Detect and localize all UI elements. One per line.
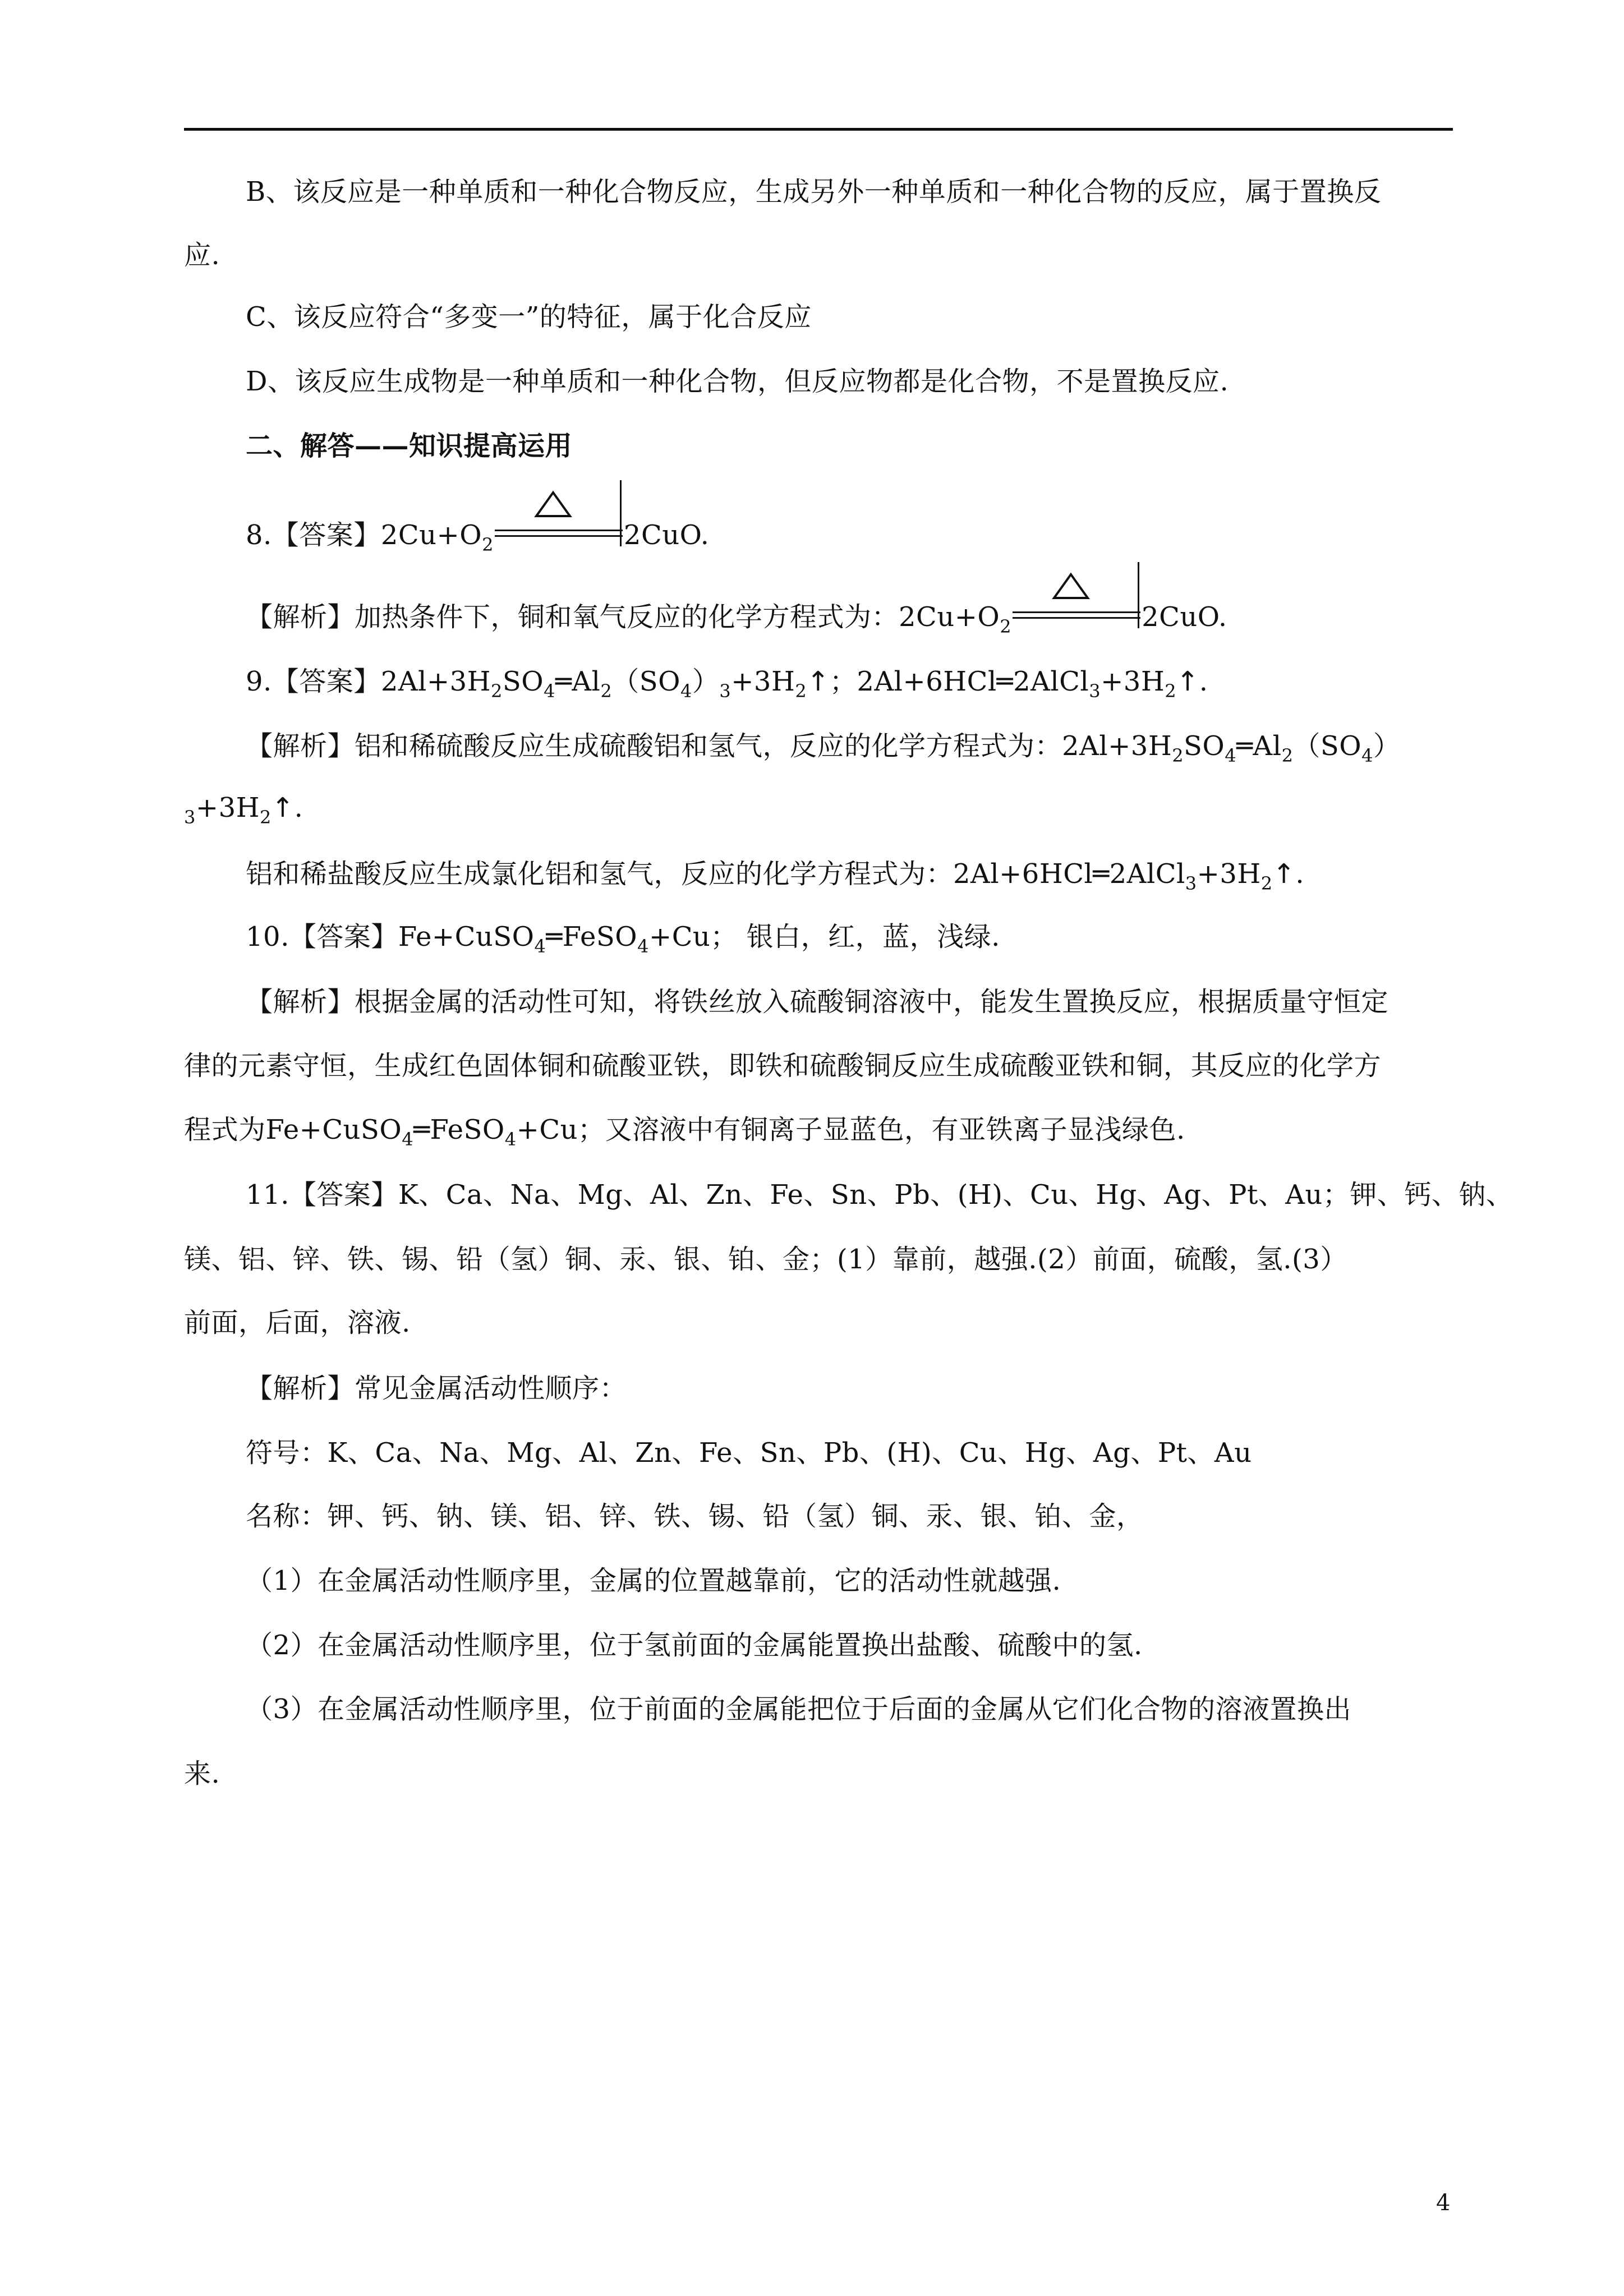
option-c-line: C、该反应符合“多变一”的特征，属于化合反应 <box>246 301 812 333</box>
q9-explanation-text: 【解析】铝和稀硫酸反应生成硫酸铝和氢气，反应的化学方程式为： <box>246 730 1062 762</box>
q9-explanation-line-2: $_3+3H_2↑$. <box>184 792 303 828</box>
q11-symbols: 符号：K、Ca、Na、Mg、Al、Zn、Fe、Sn、Pb、(H)、Cu、Hg、Ag、Pt、Au <box>246 1437 1252 1469</box>
page-number: 4 <box>1436 2190 1451 2216</box>
q10-explanation-line-1: 【解析】根据金属的活动性可知，将铁丝放入硫酸铜溶液中，能发生置换反应，根据质量守恒定 <box>246 986 1389 1018</box>
q8-explanation-product: 2CuO. <box>1142 601 1227 633</box>
q8-explanation-text: 【解析】加热条件下，铜和氧气反应的化学方程式为： <box>246 601 899 633</box>
q10-answer <box>246 920 1000 957</box>
q11-point-2: （2）在金属活动性顺序里，位于氢前面的金属能置换出盐酸、硫酸中的氢. <box>246 1630 1143 1661</box>
q8-answer-label: 8.【答案】 <box>246 519 381 551</box>
section-heading: 二、解答——知识提高运用 <box>246 430 573 462</box>
formula-al-hcl: $2Al+6HCl═2AlCl_3+3H_2↑$. <box>857 666 1208 702</box>
q9-answer-label: 9.【答案】 <box>246 666 381 697</box>
q11-answer-line-3: 前面，后面，溶液. <box>184 1307 411 1338</box>
q11-answer-line-2: 镁、铝、锌、铁、锡、铅（氢）铜、汞、银、铂、金；(1）靠前，越强.(2）前面，硫酸，氢.(3） <box>184 1244 1347 1275</box>
q10-explanation-line-2: 律的元素守恒，生成红色固体铜和硫酸亚铁，即铁和硫酸铜反应生成硫酸亚铁和铜，其反应的化学方 <box>184 1050 1382 1082</box>
q11-point-3-line-1: （3）在金属活动性顺序里，位于前面的金属能把位于后面的金属从它们化合物的溶液置换出 <box>246 1694 1352 1725</box>
header-rule <box>184 128 1453 131</box>
formula-al-h2so4-exp: $2Al+3H_2SO_4═Al_2(SO_4)$ <box>1062 730 1401 766</box>
q9-answer: 9.【答案】$2Al+3H_2SO_4═Al_2(SO_4)_3+3H_2↑$；$2Al+6HCl═2AlCl_3+3H_2↑$. <box>246 666 1208 702</box>
q11-point-3-line-2: 来. <box>184 1758 220 1789</box>
q9-explanation-line-1 <box>246 729 1401 766</box>
q8-explanation <box>246 597 1227 637</box>
q9-hcl-explanation <box>246 857 1305 894</box>
formula-cu-o2-exp: $2Cu+O_2$ <box>899 601 1012 637</box>
q10-explanation-line-3: 程式为Fe+CuSO$_4$═FeSO$_4$+Cu；又溶液中有铜离子显蓝色，有亚铁离子显浅绿色. <box>184 1114 1185 1150</box>
heating-condition-icon <box>1013 597 1140 627</box>
q11-answer-line-1: 11.【答案】K、Ca、Na、Mg、Al、Zn、Fe、Sn、Pb、(H)、Cu、Hg、Ag、Pt、Au；钾、钙、钠、 <box>246 1179 1513 1211</box>
q9-hcl-text: 铝和稀盐酸反应生成氯化铝和氢气，反应的化学方程式为： <box>246 858 954 890</box>
q8-answer <box>246 515 710 555</box>
q11-point-1: （1）在金属活动性顺序里，金属的位置越靠前，它的活动性就越强. <box>246 1565 1061 1596</box>
formula-al-h2so4: $2Al+3H_2SO_4═Al_2(SO_4)_3+3H_2↑$ <box>380 666 830 702</box>
option-d-line: D、该反应生成物是一种单质和一种化合物，但反应物都是化合物，不是置换反应. <box>246 366 1229 397</box>
q11-explanation-title: 【解析】常见金属活动性顺序： <box>246 1373 627 1404</box>
formula-cu-o2: $2Cu+O_2$ <box>380 519 494 555</box>
option-b-line-1: B、该反应是一种单质和一种化合物反应，生成另外一种单质和一种化合物的反应，属于置换反 <box>246 176 1382 208</box>
formula-fe-cuso4-exp: Fe+CuSO$_4$═FeSO$_4$+Cu <box>265 1114 578 1150</box>
q10-answer-label: 10.【答案】 <box>246 921 398 953</box>
formula-al-hcl-exp: $2Al+6HCl═2AlCl_3+3H_2↑$. <box>953 858 1305 894</box>
formula-fe-cuso4: Fe+CuSO$_4$═FeSO$_4$+Cu <box>398 921 711 957</box>
option-b-line-2: 应. <box>184 240 220 271</box>
q10-answer-colors: ； 银白，红，蓝，浅绿. <box>710 921 1000 953</box>
q8-answer-product: 2CuO. <box>623 519 710 551</box>
q11-names: 名称：钾、钙、钠、镁、铝、锌、铁、锡、铅（氢）铜、汞、银、铂、金， <box>246 1501 1144 1532</box>
heating-condition-icon <box>495 515 623 545</box>
